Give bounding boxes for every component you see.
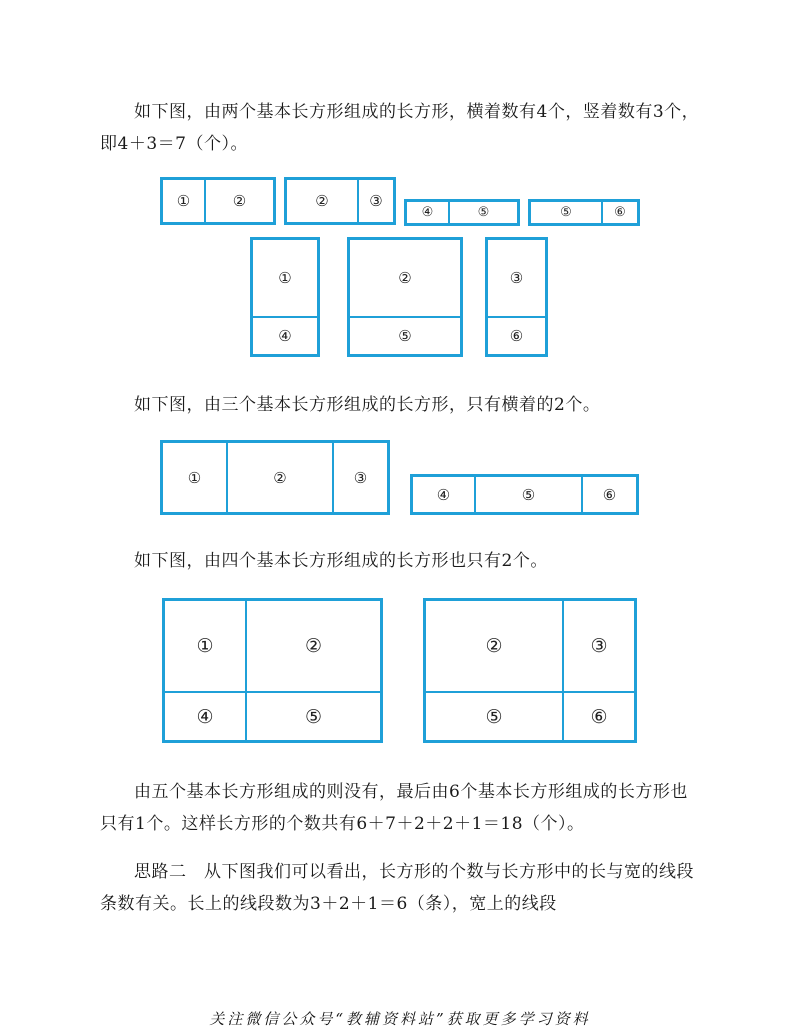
label-1: ① <box>176 192 191 210</box>
rect-1-2 <box>160 177 276 225</box>
rect-1-2-3 <box>160 440 390 515</box>
rect-1-2-4-5 <box>162 598 383 743</box>
footer-note: 关注微信公众号“教辅资料站”获取更多学习资料 <box>209 1010 591 1028</box>
label-2: ② <box>232 192 247 210</box>
paragraph-four-rect: 如下图，由四个基本长方形组成的长方形也只有2个。 <box>134 551 548 571</box>
paragraph-summary: 由五个基本长方形组成的则没有，最后由6个基本长方形组成的长方形也只有1个。这样长方形的个数共有6＋7＋2＋2＋1＝18（个）。 <box>100 782 688 834</box>
label-5: ⑤ <box>485 705 503 728</box>
label-6: ⑥ <box>509 327 524 345</box>
label-2: ② <box>273 468 287 487</box>
label-3: ③ <box>509 269 524 287</box>
label-6: ⑥ <box>614 205 626 220</box>
label-3: ③ <box>590 635 608 657</box>
rect-5-6 <box>528 199 640 226</box>
label-4: ④ <box>436 485 451 504</box>
rect-2-3-5-6 <box>423 598 637 743</box>
label-2: ② <box>315 192 329 210</box>
rect-4-5 <box>404 199 520 226</box>
rect-1-4 <box>250 237 320 357</box>
label-2: ② <box>485 635 503 657</box>
label-1: ① <box>196 635 214 657</box>
label-3: ③ <box>369 192 383 210</box>
label-3: ③ <box>353 468 368 487</box>
rect-2-5 <box>347 237 463 357</box>
label-5: ⑤ <box>477 205 490 220</box>
paragraph-three-rect: 如下图，由三个基本长方形组成的长方形，只有横着的2个。 <box>134 395 601 415</box>
rect-3-6 <box>485 237 548 357</box>
rect-2-3 <box>284 177 396 225</box>
label-5: ⑤ <box>521 485 536 504</box>
label-4: ④ <box>278 327 292 345</box>
label-2: ② <box>304 635 323 657</box>
label-6: ⑥ <box>602 485 617 504</box>
label-6: ⑥ <box>590 705 608 728</box>
label-4: ④ <box>196 705 214 728</box>
paragraph-method-two: 思路二 从下图我们可以看出，长方形的个数与长方形中的长与宽的线段条数有关。长上的线段数为3＋2＋1＝6（条），宽上的线段 <box>100 862 694 914</box>
rect-4-5-6 <box>410 474 639 515</box>
label-5: ⑤ <box>398 327 412 345</box>
label-1: ① <box>187 468 202 487</box>
label-5: ⑤ <box>304 705 323 728</box>
label-5: ⑤ <box>560 205 572 220</box>
label-1: ① <box>278 269 292 287</box>
label-2: ② <box>398 269 412 287</box>
paragraph-two-rect: 如下图，由两个基本长方形组成的长方形，横着数有4个，竖着数有3个，即4＋3＝7（个）。 <box>100 102 700 154</box>
label-4: ④ <box>421 205 434 220</box>
